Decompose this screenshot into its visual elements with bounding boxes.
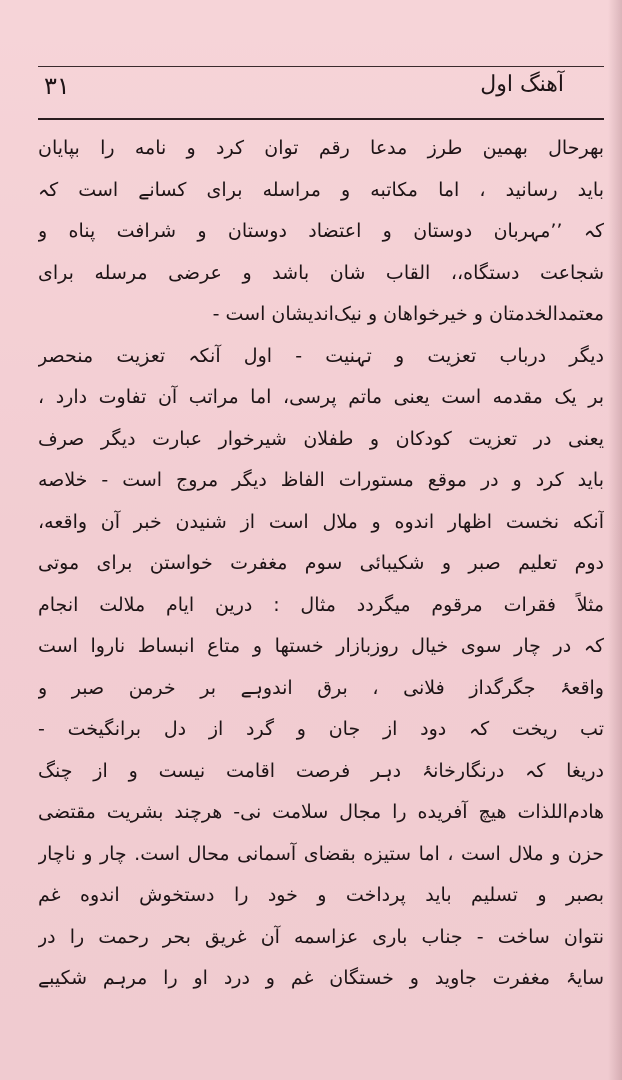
text-line: مثلاً فقرات مرقوم میگردد مثال : درین ایام ملالت انجام [38,593,604,616]
text-line: بصبر و تسلیم باید پرداخت و خود را دستخوش اندوه غم [38,884,604,906]
text-line: تب ریخت کہ دود از جان و گرد از دل برانگیخت - [38,718,604,740]
header-rule [38,118,604,120]
text-line: یعنی در تعزیت کودکان و طفلان شیرخوار عبارت دیگر صرف [38,427,604,450]
page-number: ۳۱ [44,72,70,100]
text-line: هادم‌اللذات هیچ آفریده را مجال سلامت نی- هرچند بشریت مقتضی [38,801,604,823]
text-line: بهرحال بهمین طرز مدعا رقم توان کرد و نامه را بپایان [38,137,604,159]
text-line: بر یک مقدمه است یعنی ماتم پرسی، اما مراتب آن تفاوت دارد ، [38,386,604,408]
body-text [38,128,604,1000]
text-line: کہ در چار سوی خیال روزبازار خستها و متاع انبساط ناروا است [38,635,604,657]
text-line: باید کرد و در موقع مستورات الفاظ دیگر مروج است - خلاصه [38,469,604,491]
text-line: شجاعت دستگاه،، القاب شان باشد و عرضی مرسله برای [38,261,604,284]
text-line: باید رسانید ، اما مکاتبه و مراسله برای کسانے است کہ [38,178,604,201]
text-line: سایۂ مغفرت جاوید و خستگان غم و درد او را مرہم شکیبے [38,967,604,989]
text-line: دوم تعلیم صبر و شکیبائی سوم مغفرت خواستن برای موتی [38,552,604,574]
text-line: دریغا کہ درنگارخانۂ دہر فرصت اقامت نیست و از چنگ [38,759,604,782]
text-line: آنکه نخست اظهار اندوه و ملال است از شنیدن خبر آن واقعه، [38,510,604,533]
page-edge-shadow [608,0,622,1080]
top-rule [38,66,604,67]
text-line: معتمدالخدمتان و خیرخواهان و نیک‌اندیشان است - [212,303,604,325]
text-line: نتوان ساخت - جناب باری عزاسمه آن غریق بحر رحمت را در [38,925,604,948]
running-head: آهنگ اول [480,72,564,97]
text-line: حزن و ملال است ، اما ستیزه بقضای آسمانی محال است. چار و ناچار [38,842,604,865]
text-line: دیگر درباب تعزیت و تہنیت - اول آنکہ تعزیت منحصر [38,344,604,367]
text-line: کہ ’’مہربان دوستان و اعتضاد دوستان و شرافت پناه و [38,220,604,242]
text-line: واقعۂ جگرگداز فلانی ، برق اندوہے بر خرمن صبر و [38,676,604,699]
